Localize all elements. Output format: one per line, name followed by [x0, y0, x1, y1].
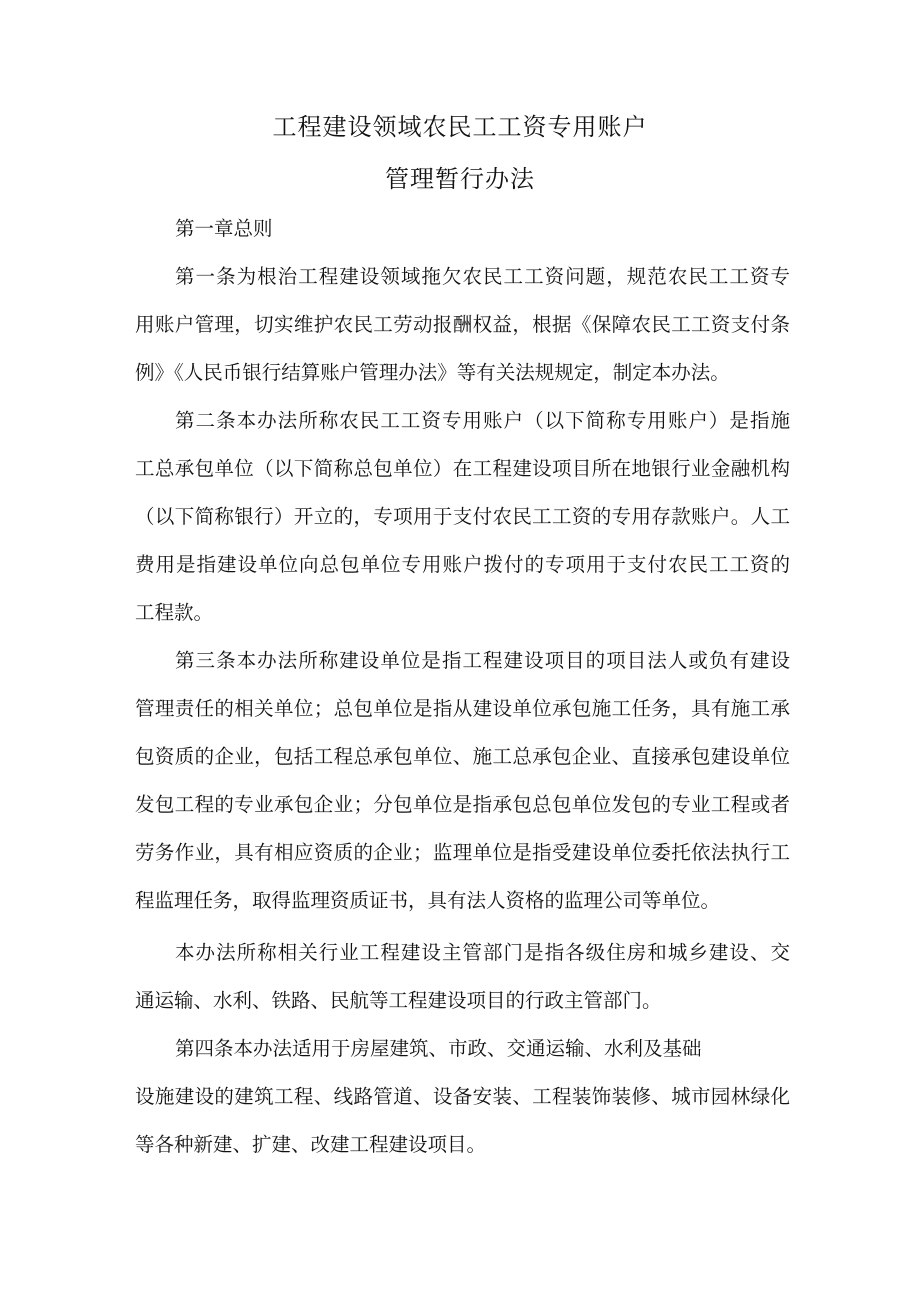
paragraph-line: 第三条本办法所称建设单位是指工程建设项目的项目法人或负有建设 — [175, 649, 790, 672]
paragraph-line: 设施建设的建筑工程、线路管道、设备安装、工程装饰装修、城市园林绿化 — [135, 1085, 790, 1108]
paragraph-line: 包资质的企业，包括工程总承包单位、施工总承包企业、直接承包建设单位 — [135, 745, 790, 768]
paragraph-line: 本办法所称相关行业工程建设主管部门是指各级住房和城乡建设、交 — [175, 941, 790, 964]
paragraph-line: 劳务作业，具有相应资质的企业；监理单位是指受建设单位委托依法执行工 — [135, 841, 790, 864]
paragraph-line: 程监理任务，取得监理资质证书，具有法人资格的监理公司等单位。 — [135, 889, 721, 912]
paragraph-line: 用账户管理，切实维护农民工劳动报酬权益，根据《保障农民工工资支付条 — [135, 313, 790, 336]
paragraph-line: 第四条本办法适用于房屋建筑、市政、交通运输、水利及基础 — [175, 1037, 702, 1060]
paragraph-line: 发包工程的专业承包企业；分包单位是指承包总包单位发包的专业工程或者 — [135, 793, 790, 816]
paragraph-line: 等各种新建、扩建、改建工程建设项目。 — [135, 1133, 487, 1156]
document-title-line-1: 工程建设领域农民工工资专用账户 — [272, 113, 648, 141]
paragraph-line: 工程款。 — [135, 601, 214, 624]
paragraph-line: 工总承包单位（以下简称总包单位）在工程建设项目所在地银行业金融机构 — [135, 457, 790, 480]
paragraph-line: 费用是指建设单位向总包单位专用账户拨付的专项用于支付农民工工资的 — [135, 553, 790, 576]
document-title-line-2: 管理暂行办法 — [385, 165, 535, 193]
paragraph-line: 第二条本办法所称农民工工资专用账户（以下简称专用账户）是指施 — [175, 409, 790, 432]
chapter-heading: 第一章总则 — [175, 217, 273, 240]
paragraph-line: （以下简称银行）开立的，专项用于支付农民工工资的专用存款账户。人工 — [135, 505, 790, 528]
paragraph-line: 第一条为根治工程建设领域拖欠农民工工资问题，规范农民工工资专 — [175, 265, 790, 288]
paragraph-line: 通运输、水利、铁路、民航等工程建设项目的行政主管部门。 — [135, 989, 662, 1012]
paragraph-line: 例》《人民币银行结算账户管理办法》等有关法规规定，制定本办法。 — [135, 361, 730, 384]
paragraph-line: 管理责任的相关单位；总包单位是指从建设单位承包施工任务，具有施工承 — [135, 697, 790, 720]
